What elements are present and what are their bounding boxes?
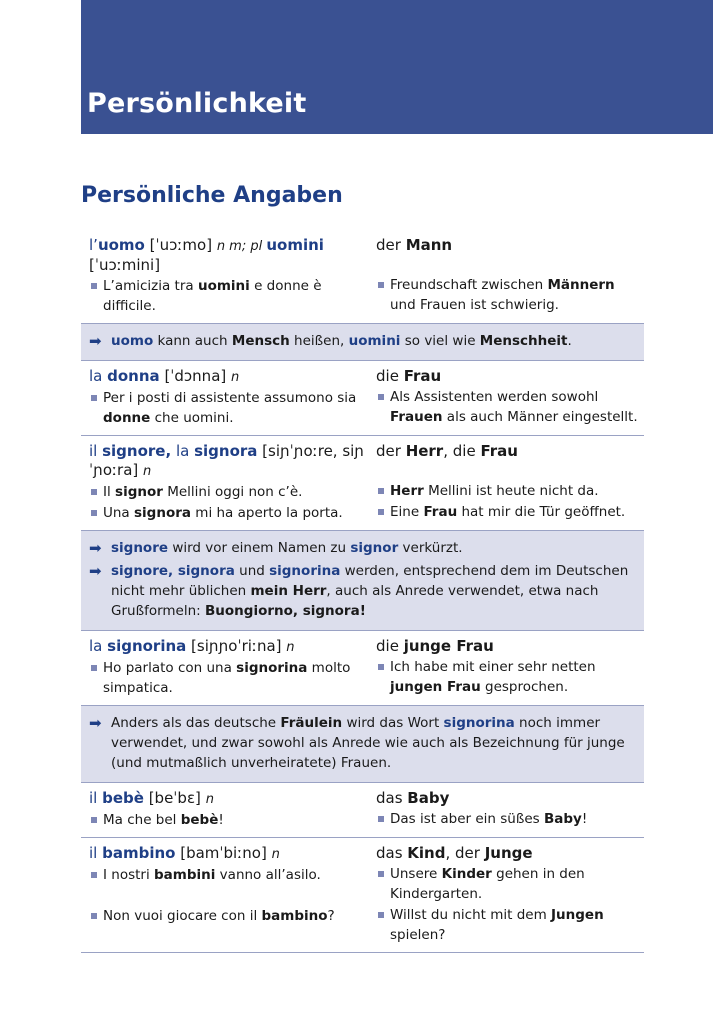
usage-note: ➡ uomo kann auch Mensch heißen, uomini so viel wie Menschheit. <box>89 332 572 350</box>
italian-column <box>81 442 368 523</box>
example-it: Ma che bel bebè! <box>89 810 368 830</box>
example-de: Das ist aber ein süßes Baby! <box>376 809 644 829</box>
example-it: Il signor Mellini oggi non c’è. <box>89 482 368 502</box>
italian-column <box>81 367 368 428</box>
german-column <box>368 367 644 428</box>
entry-donna <box>81 361 644 436</box>
example-de: Willst du nicht mit dem Jungen spielen? <box>376 905 644 945</box>
entry-bambino <box>81 838 644 953</box>
example-it: Per i posti di assistente assumono sia donne che uomini. <box>89 388 368 428</box>
german-column <box>368 442 644 523</box>
translation: die Frau <box>376 367 442 385</box>
entry-uomo <box>81 230 644 324</box>
italian-column <box>81 637 368 698</box>
example-de: Unsere Kinder gehen in den Kindergarten. <box>376 864 644 904</box>
italian-column <box>81 236 368 316</box>
article: l’ <box>89 236 98 254</box>
german-column <box>368 789 644 830</box>
plural-form: uomini <box>266 236 324 254</box>
arrow-right-icon: ➡ <box>89 714 102 732</box>
example-de: Ich habe mit einer sehr netten jungen Frau gesprochen. <box>376 657 644 697</box>
german-column <box>368 637 644 698</box>
usage-note: ➡ signore wird vor einem Namen zu signor verkürzt. <box>89 539 463 557</box>
example-it: Non vuoi giocare con il bambino? <box>89 906 368 926</box>
example-de: Freundschaft zwischen Männern und Frauen ist schwierig. <box>376 275 644 315</box>
headword: la signorina [siɲɲoˈriːna] n <box>89 637 295 655</box>
note-box <box>81 706 644 783</box>
headword: il bebè [beˈbɛ] n <box>89 789 214 807</box>
pronunciation: [ˈuɔːmo] <box>144 236 217 254</box>
section-title: Persönliche Angaben <box>81 183 343 208</box>
entry-bebe <box>81 783 644 838</box>
italian-column <box>81 789 368 830</box>
usage-note: ➡ signore, signora und signorina werden, entsprechend dem im Deutschen nicht mehr üblichen mein Herr, auch als Anrede verwendet, etwa nach Grußformeln: Buongiorno, signora! <box>89 562 629 619</box>
translation: die junge Frau <box>376 637 494 655</box>
german-column <box>368 236 644 316</box>
chapter-banner <box>81 0 713 134</box>
example-it: Una signora mi ha aperto la porta. <box>89 503 368 523</box>
plural-pronunciation: [ˈuɔːmini] <box>89 256 161 274</box>
example-de: Eine Frau hat mir die Tür geöffnet. <box>376 502 644 522</box>
example-de: Als Assistenten werden sowohl Frauen als auch Männer eingestellt. <box>376 387 644 427</box>
chapter-title: Persönlichkeit <box>87 88 307 119</box>
example-it: I nostri bambini vanno all’asilo. <box>89 865 368 885</box>
usage-note: ➡ Anders als das deutsche Fräulein wird das Wort signorina noch immer verwendet, und zwar sowohl als Anrede wie auch als Bezeichnung für junge (und mutmaßlich unverheiratete) Frauen. <box>89 714 625 771</box>
headword-text: uomo <box>97 236 145 254</box>
headword: il bambino [bamˈbiːno] n <box>89 844 280 862</box>
entry-signore <box>81 436 644 531</box>
arrow-right-icon: ➡ <box>89 562 102 580</box>
example-it: L’amicizia tra uomini e donne è difficile. <box>89 276 368 316</box>
italian-column <box>81 844 368 945</box>
example-it: Ho parlato con una signorina molto simpatica. <box>89 658 368 698</box>
translation: das Kind, der Junge <box>376 844 533 862</box>
note-box <box>81 324 644 361</box>
translation: das Baby <box>376 789 450 807</box>
german-column <box>368 844 644 945</box>
grammar-info: n m; pl <box>216 239 267 254</box>
headword: la donna [ˈdɔnna] n <box>89 367 240 385</box>
translation: der Herr, die Frau <box>376 442 518 460</box>
translation: der Mann <box>376 236 453 254</box>
headword <box>89 236 368 275</box>
note-box <box>81 531 644 631</box>
arrow-right-icon: ➡ <box>89 332 102 350</box>
arrow-right-icon: ➡ <box>89 539 102 557</box>
example-de: Herr Mellini ist heute nicht da. <box>376 481 644 501</box>
vocabulary-list <box>81 230 644 953</box>
headword: il signore, la signora [siɲˈɲoːre, siɲˈɲoːra] n <box>89 442 365 479</box>
entry-signorina <box>81 631 644 706</box>
